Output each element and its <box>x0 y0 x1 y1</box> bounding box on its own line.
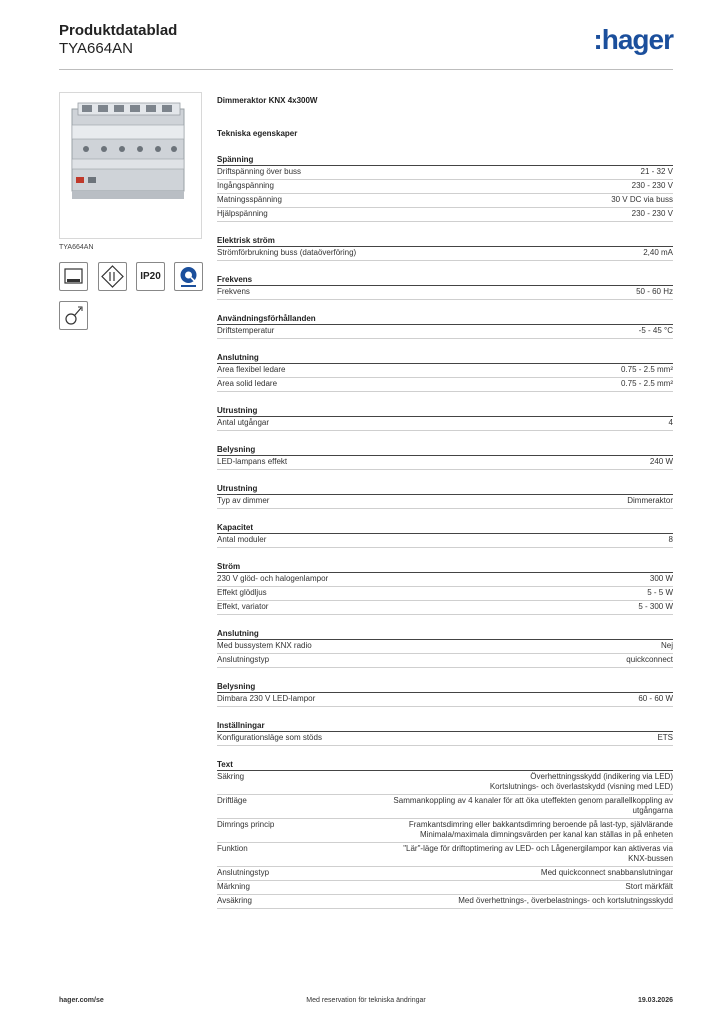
section-gap <box>217 470 673 482</box>
spec-row <box>217 495 673 509</box>
product-code: TYA664AN <box>59 40 133 57</box>
spec-value: Dimmeraktor <box>627 496 673 505</box>
quickconnect-icon <box>174 262 203 291</box>
section-title: Utrustning <box>217 404 673 417</box>
spec-value: 50 - 60 Hz <box>636 287 673 296</box>
section-title: Anslutning <box>217 351 673 364</box>
spec-row <box>217 364 673 378</box>
spec-section <box>217 273 673 312</box>
section-gap <box>217 431 673 443</box>
spec-row <box>217 378 673 392</box>
spec-section <box>217 153 673 234</box>
spec-row <box>217 693 673 707</box>
section-title: Utrustning <box>217 482 673 495</box>
section-title: Belysning <box>217 680 673 693</box>
spec-label: Dimbara 230 V LED-lampor <box>217 694 316 703</box>
spec-section <box>217 234 673 273</box>
spec-label: Driftläge <box>217 796 247 805</box>
section-gap <box>217 707 673 719</box>
spec-row <box>217 247 673 261</box>
spec-value: 30 V DC via buss <box>611 195 673 204</box>
knx-certification-icon <box>98 262 127 291</box>
spec-section <box>217 680 673 719</box>
spec-row <box>217 640 673 654</box>
spec-label: 230 V glöd- och halogenlampor <box>217 574 329 583</box>
spec-value: 21 - 32 V <box>640 167 673 176</box>
spec-value: Sammankoppling av 4 kanaler för att öka uteffekten genom parallellkoppling av utgångarna <box>393 796 673 815</box>
spec-row <box>217 534 673 548</box>
section-title: Spänning <box>217 153 673 166</box>
spec-row <box>217 819 673 843</box>
spec-row <box>217 795 673 819</box>
spec-label: Area solid ledare <box>217 379 278 388</box>
spec-value: Med överhettnings-, överbelastnings- och kortslutningsskydd <box>458 896 673 905</box>
spec-value: 230 - 230 V <box>631 181 673 190</box>
spec-value: ETS <box>657 733 673 742</box>
spec-label: Matningsspänning <box>217 195 282 204</box>
spec-label: Antal moduler <box>217 535 267 544</box>
spec-row <box>217 895 673 909</box>
section-title: Anslutning <box>217 627 673 640</box>
section-title: Ström <box>217 560 673 573</box>
section-gap <box>217 300 673 312</box>
spec-label: Anslutningstyp <box>217 655 270 664</box>
hager-logo: :hager <box>593 24 673 55</box>
spec-row <box>217 456 673 470</box>
spec-label: Dimrings princip <box>217 820 275 829</box>
product-image <box>64 97 198 235</box>
spec-label: Strömförbrukning buss (dataöverföring) <box>217 248 357 257</box>
footer-note: Med reservation för tekniska ändringar <box>306 997 426 1004</box>
product-caption: TYA664AN <box>59 244 94 251</box>
ip20-badge: IP20 <box>136 262 165 291</box>
product-name: Dimmeraktor KNX 4x300W <box>217 96 318 105</box>
spec-row <box>217 867 673 881</box>
section-gap <box>217 909 673 921</box>
section-gap <box>217 668 673 680</box>
spec-label: Avsäkring <box>217 896 252 905</box>
spec-value: 5 - 300 W <box>638 602 673 611</box>
spec-section <box>217 351 673 404</box>
spec-row <box>217 601 673 615</box>
section-gap <box>217 746 673 758</box>
spec-row <box>217 286 673 300</box>
spec-value: 0.75 - 2.5 mm² <box>620 365 673 374</box>
spec-label: Med bussystem KNX radio <box>217 641 312 650</box>
spec-row <box>217 417 673 431</box>
footer-site-link[interactable]: hager.com/se <box>59 997 104 1004</box>
spec-value: 5 - 5 W <box>647 588 673 597</box>
spec-row <box>217 587 673 601</box>
spec-section <box>217 404 673 443</box>
spec-label: Funktion <box>217 844 248 853</box>
spec-value: 240 W <box>649 457 673 466</box>
section-title: Belysning <box>217 443 673 456</box>
page-header <box>59 20 673 70</box>
spec-row <box>217 325 673 339</box>
spec-section <box>217 482 673 521</box>
spec-value: 300 W <box>649 574 673 583</box>
spec-value: 230 - 230 V <box>631 209 673 218</box>
spec-row <box>217 208 673 222</box>
dimmer-lamp-icon <box>59 301 88 330</box>
spec-section <box>217 560 673 627</box>
spec-row <box>217 194 673 208</box>
section-title: Användningsförhållanden <box>217 312 673 325</box>
spec-label: Effekt glödljus <box>217 588 267 597</box>
spec-section <box>217 312 673 351</box>
spec-value: Stort märkfält <box>625 882 673 891</box>
spec-section <box>217 627 673 680</box>
spec-label: Driftstemperatur <box>217 326 275 335</box>
spec-label: Driftspänning över buss <box>217 167 302 176</box>
spec-section <box>217 443 673 482</box>
spec-label: Hjälpspänning <box>217 209 268 218</box>
spec-section <box>217 758 673 921</box>
spec-label: Ingångspänning <box>217 181 274 190</box>
spec-label: Area flexibel ledare <box>217 365 286 374</box>
spec-section <box>217 719 673 758</box>
section-gap <box>217 548 673 560</box>
spec-row <box>217 166 673 180</box>
spec-row <box>217 881 673 895</box>
spec-label: Märkning <box>217 882 250 891</box>
spec-row <box>217 180 673 194</box>
spec-row <box>217 732 673 746</box>
spec-sections <box>217 153 673 921</box>
din-rail-icon <box>59 262 88 291</box>
spec-row <box>217 654 673 668</box>
spec-row <box>217 771 673 795</box>
spec-label: Frekvens <box>217 287 250 296</box>
section-gap <box>217 392 673 404</box>
spec-section <box>217 521 673 560</box>
footer-date: 19.03.2026 <box>637 997 673 1004</box>
spec-label: Säkring <box>217 772 245 781</box>
spec-label: Antal utgångar <box>217 418 270 427</box>
section-title: Kapacitet <box>217 521 673 534</box>
spec-value: 2,40 mA <box>643 248 673 257</box>
section-gap <box>217 509 673 521</box>
spec-label: Konfigurationsläge som stöds <box>217 733 322 742</box>
spec-value: "Lär"-läge för driftoptimering av LED- och Lågenergilampor kan aktiveras via KNX-bussen <box>403 844 673 863</box>
spec-value: 60 - 60 W <box>638 694 673 703</box>
spec-label: LED-lampans effekt <box>217 457 288 466</box>
spec-value: 8 <box>668 535 673 544</box>
section-gap <box>217 261 673 273</box>
spec-label: Effekt, variator <box>217 602 269 611</box>
section-title: Inställningar <box>217 719 673 732</box>
spec-row <box>217 843 673 867</box>
spec-value: Överhettningsskydd (indikering via LED) Kortslutnings- och överlastskydd (visning med LED) <box>489 772 673 791</box>
spec-content <box>217 96 673 921</box>
spec-value: 4 <box>668 418 673 427</box>
section-title: Frekvens <box>217 273 673 286</box>
spec-value: 0.75 - 2.5 mm² <box>620 379 673 388</box>
spec-value: Nej <box>660 641 673 650</box>
section-gap <box>217 615 673 627</box>
page-title: Produktdatablad <box>59 22 178 39</box>
product-image-frame <box>59 92 202 239</box>
spec-row <box>217 573 673 587</box>
spec-label: Typ av dimmer <box>217 496 270 505</box>
spec-heading: Tekniska egenskaper <box>217 129 298 138</box>
section-gap <box>217 339 673 351</box>
section-title: Elektrisk ström <box>217 234 673 247</box>
spec-value: Med quickconnect snabbanslutningar <box>540 868 673 877</box>
section-title: Text <box>217 758 673 771</box>
spec-label: Anslutningstyp <box>217 868 270 877</box>
section-gap <box>217 222 673 234</box>
spec-value: quickconnect <box>626 655 673 664</box>
spec-value: Framkantsdimring eller bakkantsdimring beroende på last-typ, självlärande Minimala/maximala dimningsvärden per kanal kan ställas in på enheten <box>408 820 673 839</box>
spec-value: -5 - 45 °C <box>638 326 673 335</box>
